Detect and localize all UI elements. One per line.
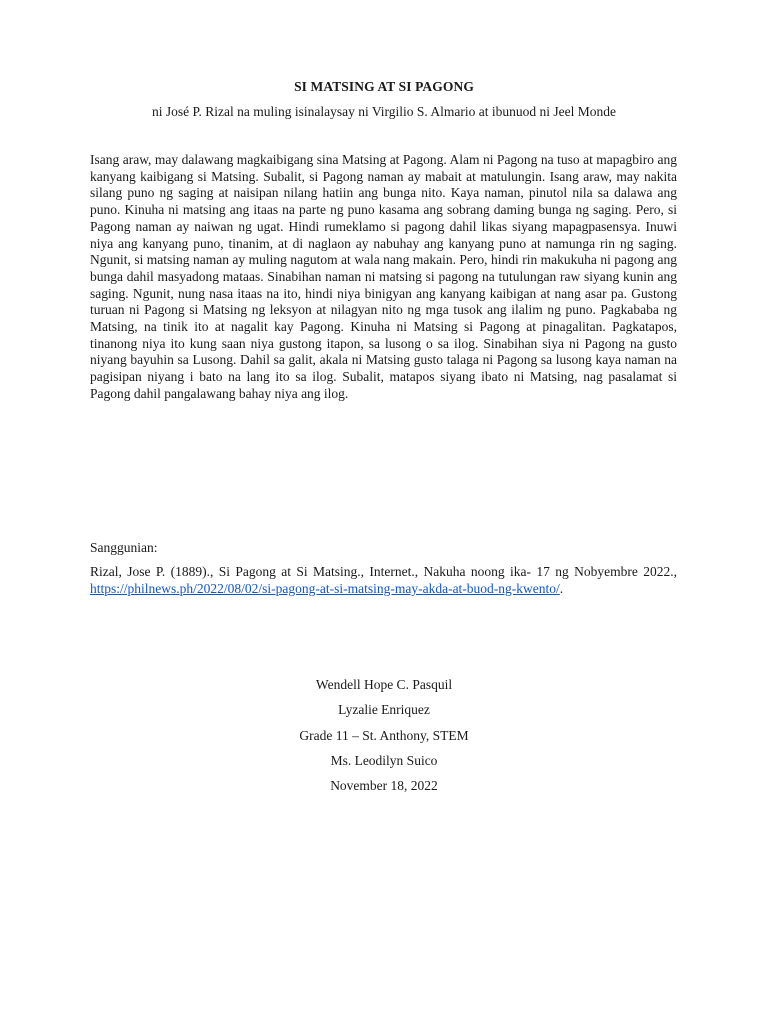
author-name-1: Wendell Hope C. Pasquil xyxy=(315,677,453,692)
reference-suffix: . xyxy=(559,580,564,596)
teacher-name: Ms. Leodilyn Suico xyxy=(330,752,438,768)
reference-link[interactable]: https://philnews.ph/2022/08/02/si-pagong-at-si-matsing-may-akda-at-buod-ng-kwento/ xyxy=(90,580,560,596)
grade-section: Grade 11 – St. Anthony, STEM xyxy=(299,727,469,743)
references-label: Sanggunian: xyxy=(90,540,158,555)
reference-citation-text: Rizal, Jose P. (1889)., Si Pagong at Si Matsing., Internet., Nakuha noong ika- 17 ng Nobyembre 2022., xyxy=(90,564,677,579)
author-name-2: Lyzalie Enriquez xyxy=(338,702,430,718)
document-title: SI MATSING AT SI PAGONG xyxy=(294,79,474,94)
story-body-paragraph: Isang araw, may dalawang magkaibigang sina Matsing at Pagong. Alam ni Pagong na tuso at mapagbiro ang kanyang kaibigang si Matsing. Subalit, si Pagong naman ay mabait at matulungin. Isang araw, may nakita silang puno ng saging at naisipan nilang hatiin ang bunga nito. Kaya naman, pinutol nila sa dalawa ang puno. Kinuha ni matsing ang itaas na parte ng puno kasama ang sobrang daming bunga ng saging. Pero, si Pagong naman ay naiwan ng ugat. Hindi rumeklamo si pagong dahil likas siyang mapagpasensya. Inuwi niya ang kanyang puno, tinanim, at di naglaon ay nabuhay ang kanyang puno at namunga rin ng saging. Ngunit, si matsing naman ay muling nagutom at wala nang makain. Pero, hindi rin makukuha ni pagong ang bunga dahil masyadong mataas. Sinabihan naman ni matsing si pagong na tutulungan raw siyang kunin ang saging. Ngunit, nung nasa itaas na ito, hindi niya binigyan ang kanyang kaibigan at nang asar pa. Gustong turuan ni Pagong si Matsing ng leksyon at nilagyan nito ng mga tusok ang ilalim ng puno. Pagkababa ng Matsing, na tinik ito at nagalit kay Pagong. Kinuha ni Matsing si Pagong at pinagalitan. Pagkatapos, tinanong niya ito kung saan niya gustong itapon, sa lusong o sa ilog. Sinabihan siya ni Pagong na gusto niyang bayuhin sa Lusong. Dahil sa galit, akala ni Matsing gusto talaga ni Pagong sa lusong kaya naman na pagisipan niyang i bato na lang ito sa ilog. Subalit, matapos siyang ibato ni Matsing, nag pasalamat si Pagong dahil pangalawang bahay niya ang ilog. xyxy=(90,152,677,401)
document-subtitle: ni José P. Rizal na muling isinalaysay ni Virgilio S. Almario at ibunuod ni Jeel Monde xyxy=(151,104,617,119)
author-block xyxy=(0,672,768,798)
submission-date: November 18, 2022 xyxy=(330,778,438,794)
reference-entry xyxy=(90,564,677,597)
